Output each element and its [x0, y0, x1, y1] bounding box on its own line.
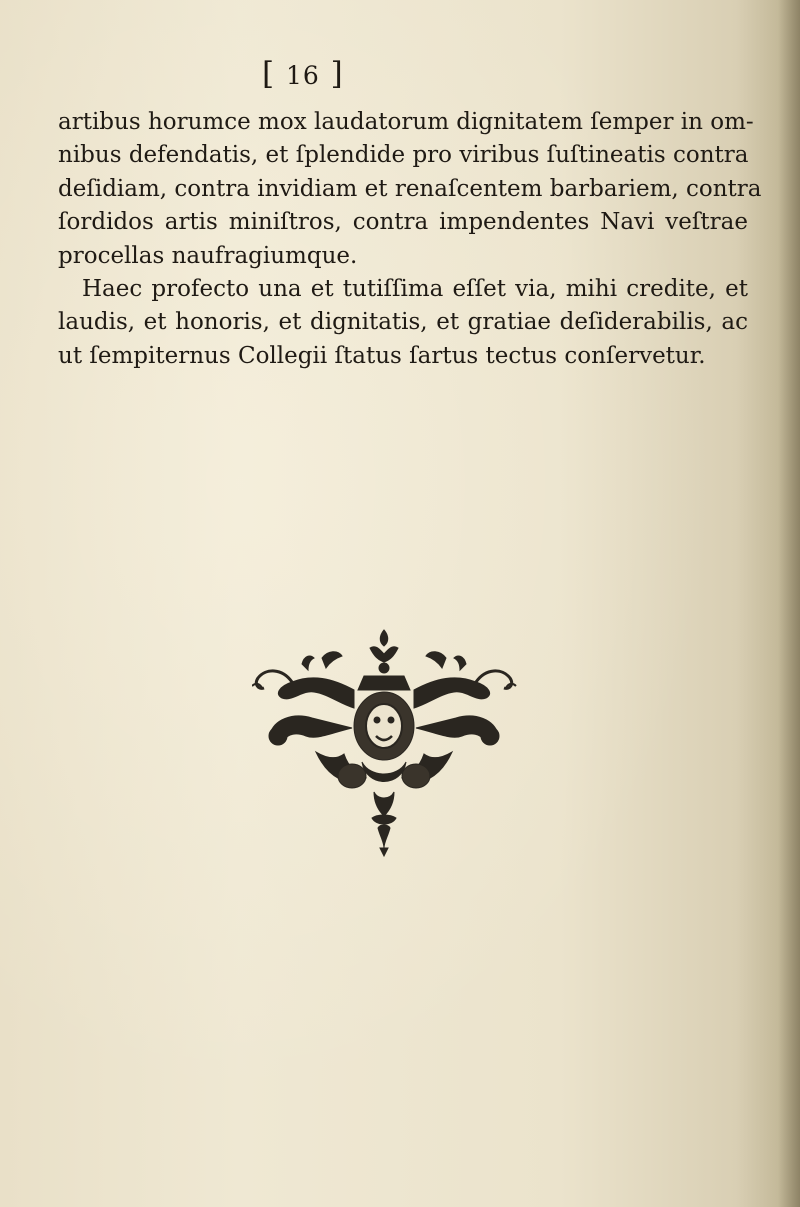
body-text: [58, 106, 762, 373]
text-line: nibus defendatis, et ſplendide pro viribus ſuſtineatis contra: [58, 142, 749, 169]
page-edge-shadow: [778, 0, 800, 1207]
page-number-open-bracket: [: [262, 56, 276, 92]
page-number-value: 16: [285, 61, 320, 90]
text-line: Haec profectо una et tutiſſima eſſet via, mihi credite, et: [82, 276, 748, 303]
text-line: artibus horumce mox laudatorum dignitatem ſemper in om-: [58, 109, 754, 135]
page-number: [262, 56, 344, 92]
page-number-close-bracket: ]: [330, 56, 344, 92]
text-line: deſidiam, contra invidiam et renaſcentem barbariem, contra: [58, 175, 762, 202]
text-line: procellas naufragiumque.: [58, 242, 358, 269]
floral-tailpiece-ornament-icon: [252, 628, 522, 858]
text-line: ut ſempiternus Collegii ſtatus ſartus tectus conſervetur.: [58, 342, 706, 369]
text-line: ſordidos artis miniſtros, contra impendentes Navi veſtrae: [58, 209, 748, 236]
text-line: laudis, et honoris, et dignitatis, et gratiae deſiderabilis, ac: [58, 309, 748, 336]
